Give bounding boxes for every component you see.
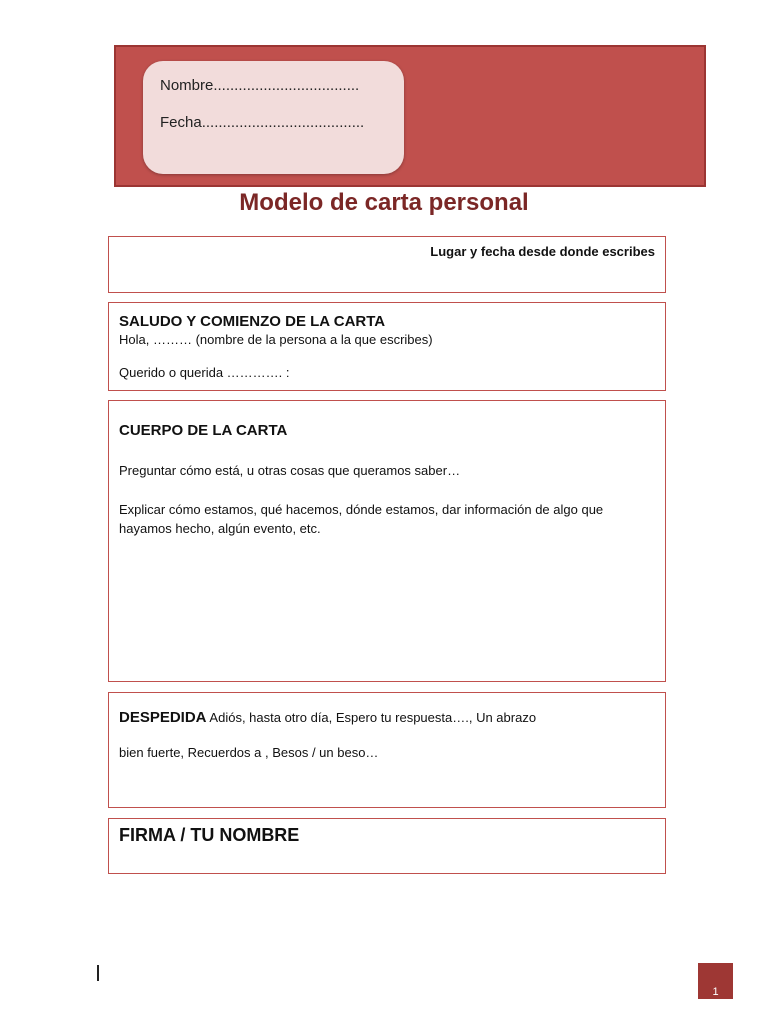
greeting-section [108,302,666,391]
body-line-2: Explicar cómo estamos, qué hacemos, dónde estamos, dar información de algo que hayamos hecho, algún evento, etc. [119,502,604,536]
body-heading: CUERPO DE LA CARTA [119,422,288,439]
page-number: 1 [712,986,719,998]
closing-heading: DESPEDIDA [119,709,207,726]
greeting-heading: SALUDO Y COMIENZO DE LA CARTA [119,313,386,330]
closing-line-2: bien fuerte, Recuerdos a , Besos / un beso… [119,745,379,760]
signature-section [108,818,666,874]
closing-row [119,709,536,727]
date-field[interactable]: Fecha....................................... [160,114,365,131]
place-date-label: Lugar y fecha desde donde escribes [430,244,655,259]
body-section [108,400,666,682]
body-line-1: Preguntar cómo está, u otras cosas que queramos saber… [119,463,461,478]
name-field[interactable]: Nombre................................... [160,77,360,94]
page-number-badge [698,963,733,999]
place-date-section [108,236,666,293]
name-date-card [143,61,404,174]
closing-section [108,692,666,808]
page-title: Modelo de carta personal [239,189,529,216]
signature-heading: FIRMA / TU NOMBRE [119,825,300,845]
greeting-line-2: Querido o querida …………. : [119,365,290,380]
closing-line-1: Adiós, hasta otro día, Espero tu respuesta…., Un abrazo [206,710,537,725]
greeting-line-1: Hola, ……… (nombre de la persona a la que escribes) [119,332,433,347]
text-cursor-mark [97,965,99,981]
